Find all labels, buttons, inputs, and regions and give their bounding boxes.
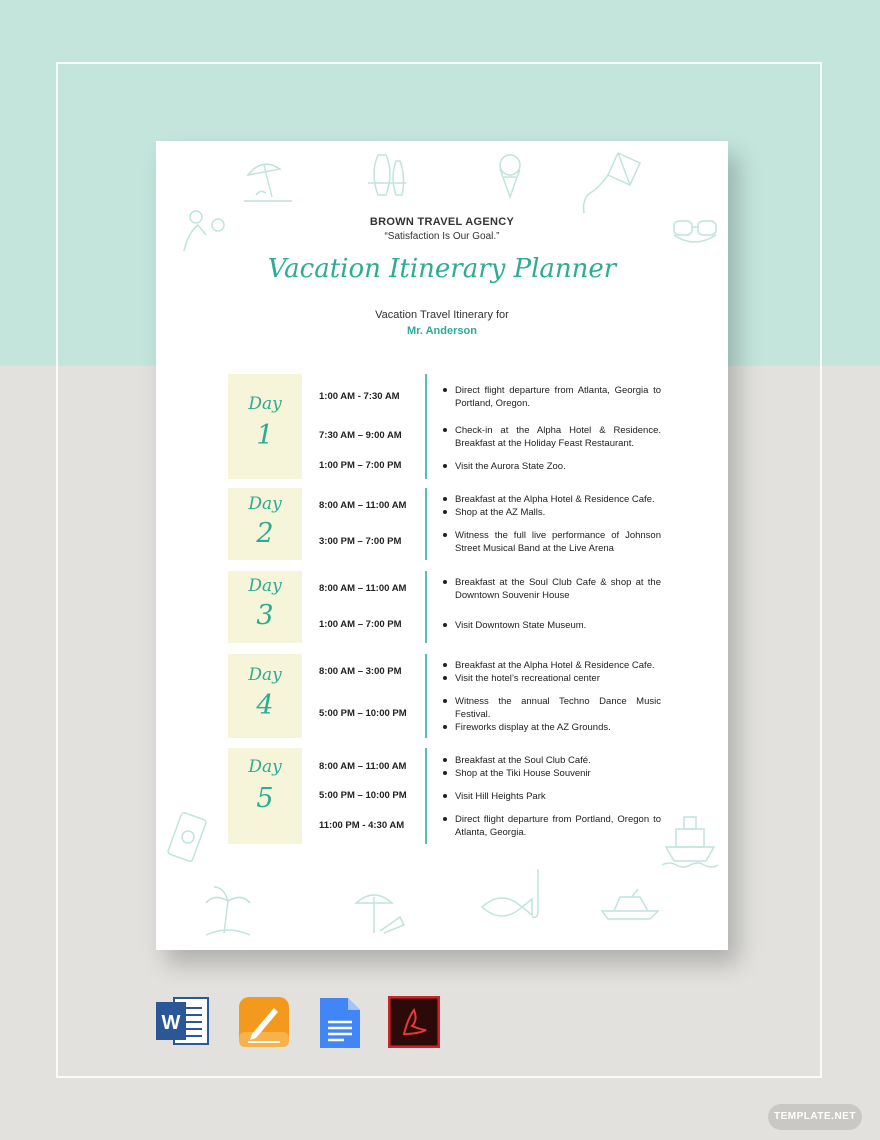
time-slot: 1:00 PM – 7:00 PM xyxy=(319,460,402,471)
surfboard-icon xyxy=(366,153,408,199)
time-slot: 1:00 AM - 7:30 AM xyxy=(319,391,400,402)
svg-text:W: W xyxy=(161,1012,181,1034)
sunscreen-icon xyxy=(162,807,212,865)
day-block xyxy=(228,374,660,479)
activity-item: Direct flight departure from Atlanta, Georgia to Portland, Oregon. xyxy=(441,384,661,410)
activity-item: Visit Hill Heights Park xyxy=(441,790,661,803)
time-slot: 8:00 AM – 11:00 AM xyxy=(319,583,407,594)
time-slot: 8:00 AM – 11:00 AM xyxy=(319,500,407,511)
activity-list xyxy=(441,576,661,602)
activity-list xyxy=(441,754,661,780)
activity-item: Breakfast at the Soul Club Cafe & shop at the Downtown Souvenir House xyxy=(441,576,661,602)
day-word: Day xyxy=(248,494,282,514)
activity-item: Breakfast at the Alpha Hotel & Residence Cafe. xyxy=(441,659,661,672)
activity-list xyxy=(441,384,661,410)
day-label-box xyxy=(228,374,302,479)
day-block xyxy=(228,571,660,643)
activity-list xyxy=(441,460,661,473)
activity-item: Visit the hotel’s recreational center xyxy=(441,672,661,685)
time-slot: 3:00 PM – 7:00 PM xyxy=(319,536,402,547)
traveler-name: Mr. Anderson xyxy=(407,325,477,337)
beach-ball-player-icon xyxy=(174,205,228,255)
activity-item: Breakfast at the Alpha Hotel & Residence Cafe. xyxy=(441,493,661,506)
activity-item: Visit Downtown State Museum. xyxy=(441,619,661,632)
time-slot: 8:00 AM – 3:00 PM xyxy=(319,666,402,677)
template-net-badge[interactable]: TEMPLATE.NET xyxy=(768,1104,862,1130)
word-icon[interactable] xyxy=(156,996,208,1048)
activity-list xyxy=(441,695,661,734)
activity-list xyxy=(441,619,661,632)
day-number: 2 xyxy=(256,518,274,549)
activity-list xyxy=(441,424,661,450)
time-slot: 11:00 PM - 4:30 AM xyxy=(319,820,405,831)
timeline-divider xyxy=(425,654,427,738)
palm-tree-island-icon xyxy=(200,883,256,939)
beach-chair-umbrella-icon xyxy=(352,887,408,937)
time-slot: 8:00 AM – 11:00 AM xyxy=(319,761,407,772)
itinerary-document xyxy=(156,141,728,950)
time-slot: 1:00 AM – 7:00 PM xyxy=(319,619,402,630)
day-block xyxy=(228,654,660,738)
jet-ski-icon xyxy=(598,885,666,925)
day-label-box xyxy=(228,571,302,643)
timeline-divider xyxy=(425,488,427,560)
agency-name: BROWN TRAVEL AGENCY xyxy=(369,216,515,228)
activity-item: Visit the Aurora State Zoo. xyxy=(441,460,661,473)
activity-item: Fireworks display at the AZ Grounds. xyxy=(441,721,661,734)
timeline-divider xyxy=(425,748,427,844)
day-number: 3 xyxy=(256,600,274,631)
day-block xyxy=(228,488,660,560)
day-word: Day xyxy=(248,576,282,596)
activity-list xyxy=(441,813,661,839)
day-word: Day xyxy=(248,757,282,777)
day-word: Day xyxy=(248,665,282,685)
activity-list xyxy=(441,790,661,803)
activity-item: Check-in at the Alpha Hotel & Residence. Breakfast at the Holiday Feast Restaurant. xyxy=(441,424,661,450)
activity-list xyxy=(441,529,661,555)
day-block xyxy=(228,748,660,844)
timeline-divider xyxy=(425,571,427,643)
time-slot: 5:00 PM – 10:00 PM xyxy=(319,790,407,801)
time-slot: 7:30 AM – 9:00 AM xyxy=(319,430,402,441)
activity-list xyxy=(441,493,661,519)
timeline-divider xyxy=(425,374,427,479)
pdf-icon[interactable] xyxy=(388,996,440,1048)
ice-cream-icon xyxy=(492,153,528,199)
itinerary-for-label: Vacation Travel Itinerary for xyxy=(375,309,509,321)
google-docs-icon[interactable] xyxy=(316,996,368,1048)
activity-item: Direct flight departure from Portland, Oregon to Atlanta, Georgia. xyxy=(441,813,661,839)
pages-icon[interactable] xyxy=(238,996,290,1048)
fishing-icon xyxy=(478,867,552,931)
beach-umbrella-icon xyxy=(242,155,294,205)
day-number: 5 xyxy=(256,783,274,814)
activity-list xyxy=(441,659,661,685)
ship-icon xyxy=(660,807,720,869)
day-label-box xyxy=(228,748,302,844)
activity-item: Witness the full live performance of Johnson Street Musical Band at the Live Arena xyxy=(441,529,661,555)
day-label-box xyxy=(228,654,302,738)
day-number: 1 xyxy=(256,420,274,451)
day-number: 4 xyxy=(256,690,274,721)
kite-icon xyxy=(574,149,644,217)
activity-item: Breakfast at the Soul Club Café. xyxy=(441,754,661,767)
day-label-box xyxy=(228,488,302,560)
activity-item: Shop at the Tiki House Souvenir xyxy=(441,767,661,780)
document-title: Vacation Itinerary Planner xyxy=(267,254,617,284)
activity-item: Witness the annual Techno Dance Music Festival. xyxy=(441,695,661,721)
day-word: Day xyxy=(248,394,282,414)
activity-item: Shop at the AZ Malls. xyxy=(441,506,661,519)
agency-slogan: “Satisfaction Is Our Goal.” xyxy=(384,231,500,242)
time-slot: 5:00 PM – 10:00 PM xyxy=(319,708,407,719)
